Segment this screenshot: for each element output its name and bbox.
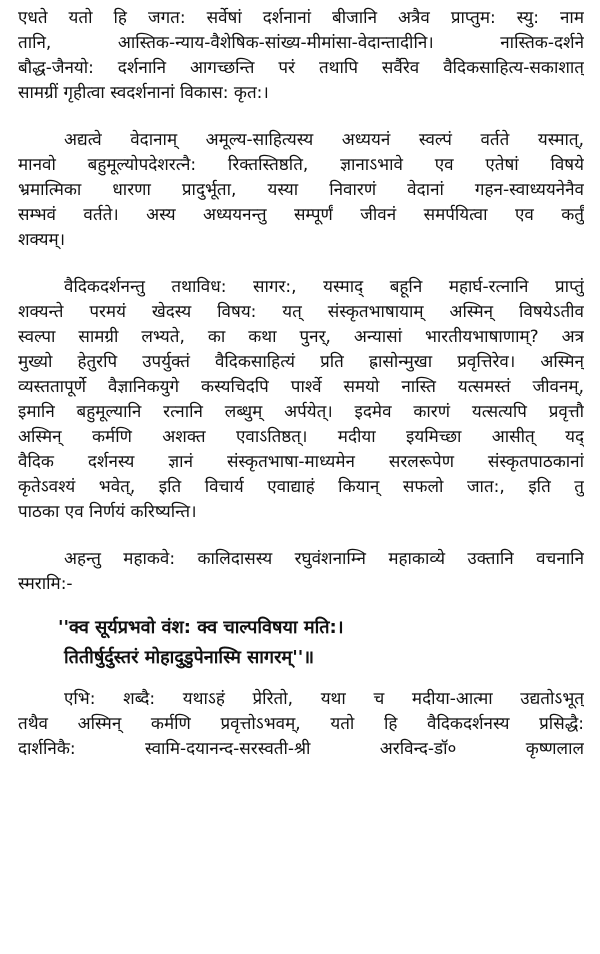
paragraph-gap bbox=[18, 106, 584, 128]
text-line: व्यस्ततापूर्णे वैज्ञानिकयुगे कस्यचिदपि पार्श्वे समयो नास्ति यत्समस्तं जीवनम्, bbox=[18, 377, 584, 397]
text-line: स्मरामि:- bbox=[18, 574, 73, 594]
text-line: स्वल्पा सामग्री लभ्यते, का कथा पुनर्, अन्यासां भारतीयभाषाणाम्? अत्र bbox=[18, 327, 584, 347]
paragraph-gap bbox=[18, 597, 584, 613]
paragraph-gap bbox=[18, 253, 584, 275]
verse-line: तितीर्षुर्दुस्तरं मोहादुडुपेनास्मि सागरम्''॥ bbox=[64, 647, 314, 668]
paragraph-closing bbox=[18, 687, 584, 762]
document-page bbox=[18, 6, 584, 950]
verse-line: ''क्व सूर्यप्रभवो वंश: क्व चाल्पविषया मति:। bbox=[58, 617, 344, 638]
paragraph-kalidasa-intro bbox=[18, 547, 584, 597]
paragraph-darshana-origins bbox=[18, 6, 584, 106]
text-line: शक्यन्ते परमयं खेदस्य विषय: यत् संस्कृतभाषायाम् अस्मिन् विषयेऽतीव bbox=[18, 302, 584, 322]
raghuvamsha-verse bbox=[18, 613, 584, 673]
paragraph-gap bbox=[18, 673, 584, 687]
paragraph-veda-study bbox=[18, 128, 584, 253]
text-line: शक्यम्। bbox=[18, 230, 66, 250]
text-line: अद्यत्वे वेदानाम् अमूल्य-साहित्यस्य अध्ययनं स्वल्पं वर्तते यस्मात्, bbox=[64, 130, 584, 150]
text-line: एधते यतो हि जगत: सर्वेषां दर्शनानां बीजानि अत्रैव प्राप्तुम: स्यु: नाम bbox=[18, 8, 584, 28]
text-line: भ्रमात्मिका धारणा प्रादुर्भूता, यस्या निवारणं वेदानां गहन-स्वाध्ययनेनैव bbox=[18, 180, 584, 200]
paragraph-gap bbox=[18, 525, 584, 547]
text-line: बौद्ध-जैनयो: दर्शनानि आगच्छन्ति परं तथापि सर्वैरेव वैदिकसाहित्य-सकाशात् bbox=[18, 58, 584, 78]
text-line: तथैव अस्मिन् कर्मणि प्रवृत्तोऽभवम्, यतो हि वैदिकदर्शनस्य प्रसिद्धै: bbox=[18, 714, 584, 734]
text-line: कृतेऽवश्यं भवेत्, इति विचार्य एवाद्याहं कियान् सफलो जात:, इति तु bbox=[18, 477, 584, 497]
paragraph-vedic-darshana bbox=[18, 275, 584, 525]
text-line: एभि: शब्दै: यथाऽहं प्रेरितो, यथा च मदीया-आत्मा उद्यतोऽभूत् bbox=[64, 689, 584, 709]
text-line: दार्शनिकै: स्वामि-दयानन्द-सरस्वती-श्री अरविन्द-डॉ० कृष्णलाल bbox=[18, 739, 584, 759]
text-line: अस्मिन् कर्मणि अशक्त एवाऽतिष्ठत्। मदीया इयमिच्छा आसीत् यद् bbox=[18, 427, 584, 447]
text-line: वैदिक दर्शनस्य ज्ञानं संस्कृतभाषा-माध्यमेन सरलरूपेण संस्कृतपाठकानां bbox=[18, 452, 584, 472]
text-line: अहन्तु महाकवे: कालिदासस्य रघुवंशनाम्नि महाकाव्ये उक्तानि वचनानि bbox=[64, 549, 584, 569]
text-line: सम्भवं वर्तते। अस्य अध्ययनन्तु सम्पूर्णं जीवनं समर्पयित्वा एव कर्तुं bbox=[18, 205, 584, 225]
text-line: मुख्यो हेतुरपि उपर्युक्तं वैदिकसाहित्यं प्रति ह्रासोन्मुखा प्रवृत्तिरेव। अस्मिन् bbox=[18, 352, 584, 372]
text-line: इमानि बहुमूल्यानि रत्नानि लब्धुम् अर्पयेत्। इदमेव कारणं यत्सत्यपि प्रवृत्तौ bbox=[18, 402, 584, 422]
text-line: मानवो बहुमूल्योपदेशरत्नै: रिक्तस्तिष्ठति, ज्ञानाऽभावे एव एतेषां विषये bbox=[18, 155, 584, 175]
text-line: पाठका एव निर्णयं करिष्यन्ति। bbox=[18, 502, 197, 522]
text-line: सामग्रीं गृहीत्वा स्वदर्शनानां विकास: कृत:। bbox=[18, 83, 269, 103]
text-line: वैदिकदर्शनन्तु तथाविध: सागर:, यस्माद् बहूनि महार्घ-रत्नानि प्राप्तुं bbox=[64, 277, 584, 297]
text-line: तानि, आस्तिक-न्याय-वैशेषिक-सांख्य-मीमांसा-वेदान्तादीनि। नास्तिक-दर्शने bbox=[18, 33, 584, 53]
